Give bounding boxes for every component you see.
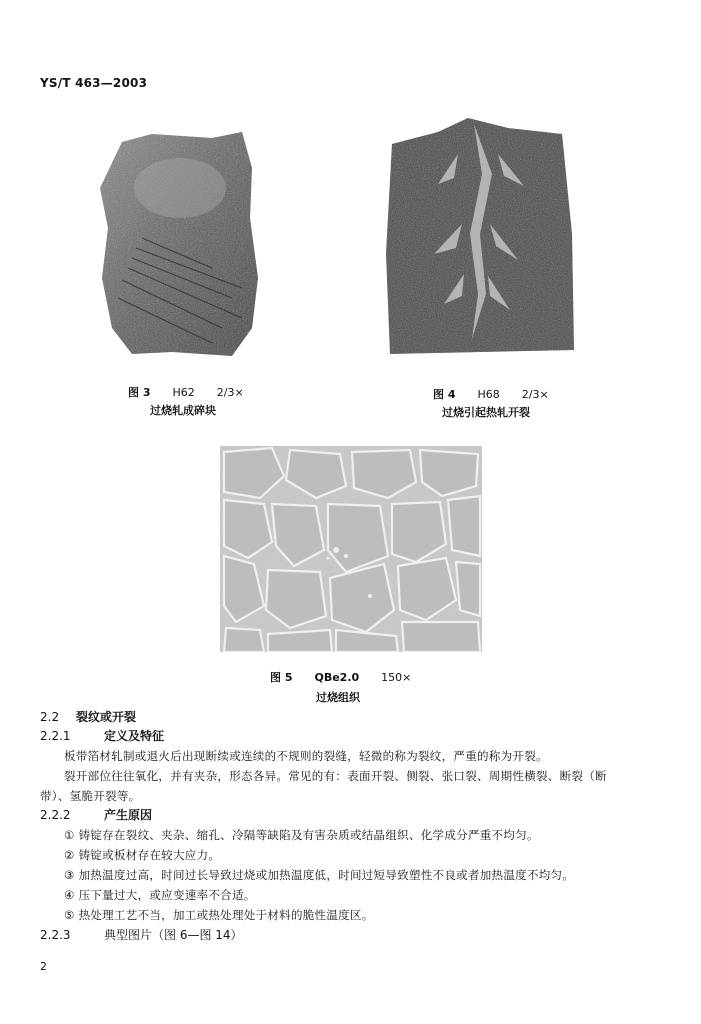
section-number: 2.2.1 [40, 729, 71, 743]
section-number: 2.2.2 [40, 808, 71, 822]
section-number: 2.2.3 [40, 928, 71, 942]
figure-3-title: 过烧轧成碎块 [150, 404, 216, 417]
cause-item-3: ③ 加热温度过高，时间过长导致过烧或加热温度低，时间过短导致塑性不良或者加热温度不均匀。 [64, 868, 575, 882]
figure-5-number: 图 5 [270, 671, 293, 684]
section-2-2-1-heading [40, 727, 164, 745]
section-title: 典型图片（图 6—图 14） [104, 928, 243, 942]
figure-3-number: 图 3 [128, 386, 151, 399]
figure-4-caption [433, 387, 549, 403]
section-2-2-2-heading [40, 806, 152, 824]
figure-5-micrograph [220, 446, 482, 652]
figure-5-alloy: QBe2.0 [314, 671, 360, 684]
figure-5-magnification: 150× [381, 671, 412, 684]
figure-4-photo [378, 114, 578, 364]
figure-3-photo [92, 128, 264, 358]
section-2-2-3-heading [40, 926, 243, 944]
figure-3-alloy: H62 [172, 386, 195, 399]
cause-item-1: ① 铸锭存在裂纹、夹杂、缩孔、冷隔等缺陷及有害杂质或结晶组织、化学成分严重不均匀。 [64, 828, 539, 842]
paragraph-features-line1: 裂开部位往往氧化，并有夹杂，形态各异。常见的有：表面开裂、侧裂、张口裂、周期性横裂、断裂（断 [64, 769, 607, 783]
section-title: 裂纹或开裂 [76, 710, 137, 724]
cause-item-2: ② 铸锭或板材存在较大应力。 [64, 848, 221, 862]
section-title: 定义及特征 [104, 729, 165, 743]
figure-4-alloy: H68 [477, 388, 500, 401]
figure-5-title: 过烧组织 [316, 691, 360, 704]
cause-item-4: ④ 压下量过大，或应变速率不合适。 [64, 888, 256, 902]
figure-4-magnification: 2/3× [521, 388, 549, 401]
section-number: 2.2 [40, 710, 60, 724]
cause-item-5: ⑤ 热处理工艺不当，加工或热处理处于材料的脆性温度区。 [64, 908, 374, 922]
section-title: 产生原因 [104, 808, 153, 822]
section-2-2-heading [40, 708, 136, 726]
figure-5-caption [270, 670, 411, 686]
figure-4-number: 图 4 [433, 388, 456, 401]
figure-3-magnification: 2/3× [216, 386, 244, 399]
paragraph-features-line2: 带）、氢脆开裂等。 [40, 789, 141, 803]
page-number: 2 [40, 960, 47, 973]
figure-4-title: 过烧引起热轧开裂 [442, 406, 530, 419]
document-code: YS/T 463—2003 [40, 76, 148, 90]
figure-3-caption [128, 385, 244, 401]
paragraph-definition: 板带箔材轧制或退火后出现断续或连续的不规则的裂缝，轻微的称为裂纹，严重的称为开裂。 [64, 749, 548, 763]
